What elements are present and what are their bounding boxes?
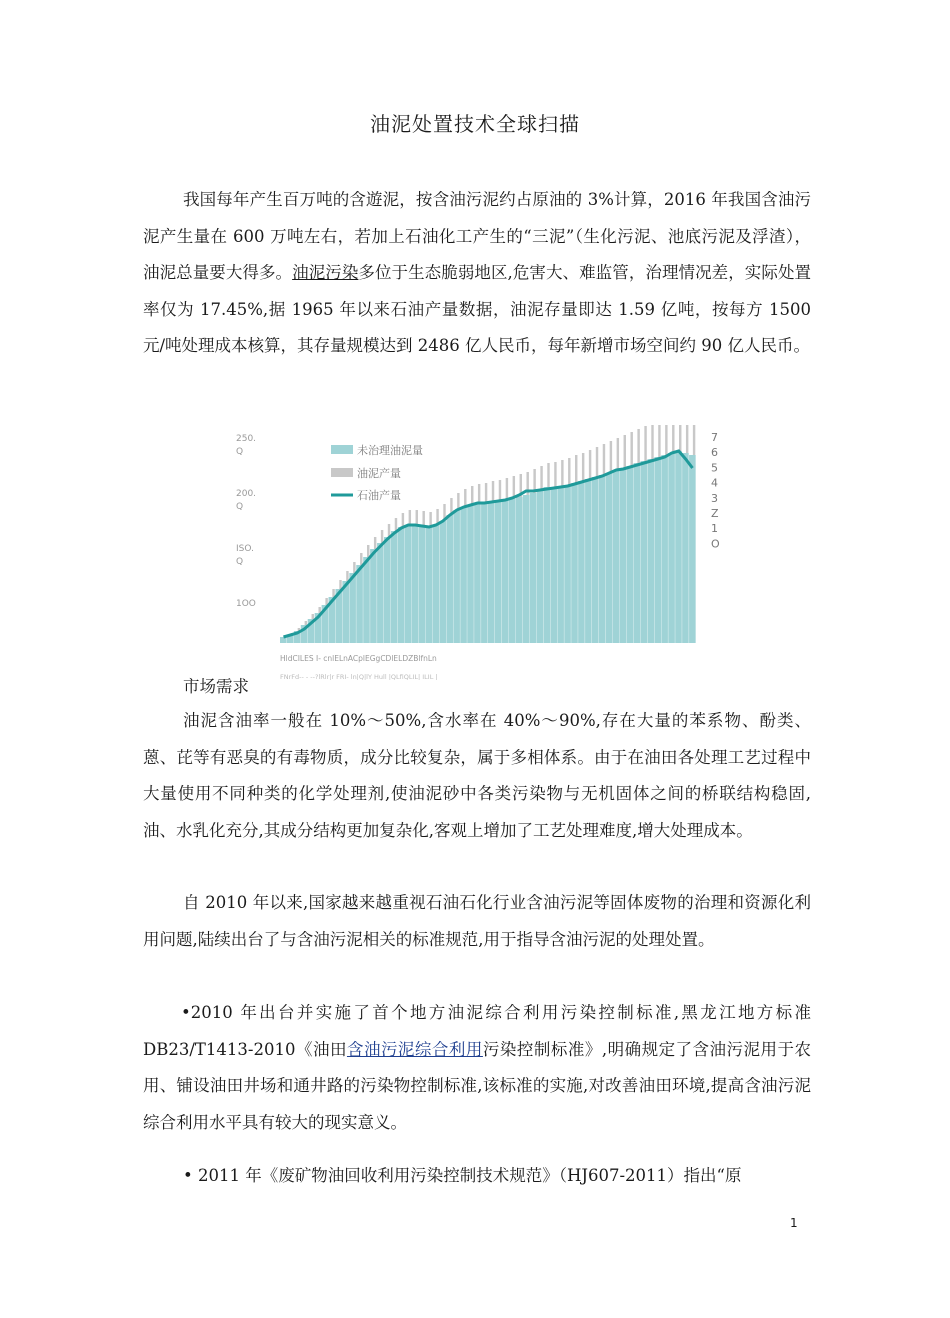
legend-label-oil: 石油产量 xyxy=(357,489,401,502)
untreated-bar xyxy=(342,581,349,643)
untreated-bar xyxy=(384,537,391,643)
untreated-bar xyxy=(571,483,578,643)
oil-sludge-pollution-link[interactable]: 油泥污染 xyxy=(292,263,359,282)
untreated-bar xyxy=(654,457,661,643)
untreated-bar xyxy=(689,455,696,643)
untreated-bar xyxy=(412,525,419,643)
untreated-bar xyxy=(460,507,467,643)
standard-2010-paragraph xyxy=(143,995,811,1141)
untreated-bar xyxy=(585,479,592,643)
untreated-bar xyxy=(606,473,613,643)
untreated-bar xyxy=(537,491,544,643)
untreated-bar xyxy=(675,451,682,643)
untreated-bar xyxy=(419,526,426,643)
untreated-bar xyxy=(453,510,460,643)
untreated-bar xyxy=(564,485,571,643)
standard-2010-text-a: •2010 年出台并实施了首个地方油泥综合利用污染控制标准,黑龙江地方标准DB23/T1413-2010《油田 xyxy=(143,1003,811,1059)
untreated-bar xyxy=(509,499,516,643)
untreated-bar xyxy=(356,565,363,643)
untreated-bar xyxy=(370,549,377,643)
intro-paragraph xyxy=(143,182,811,365)
untreated-bar xyxy=(446,515,453,643)
untreated-bar xyxy=(405,525,412,643)
document-title: 油泥处置技术全球扫描 xyxy=(370,112,580,136)
right-tick-label: 4 xyxy=(711,476,718,490)
untreated-bar xyxy=(398,527,405,643)
standard-2010-text-b: 污染控制标准》,明确规定了含油污泥用于农用、铺设油田井场和通井路的污染物控制标准,该标准的实施,对改善油田环境,提高含油污泥综合利用水平具有较大的现实意义。 xyxy=(143,1039,812,1132)
legend-swatch-untreated xyxy=(331,445,353,454)
untreated-bar xyxy=(668,453,675,643)
untreated-bar xyxy=(578,481,585,643)
untreated-bar xyxy=(523,495,530,643)
untreated-bar xyxy=(530,493,537,643)
x-axis-caption: HldCILES I- cnlELnACplEGgCDlELDZBlfnLn xyxy=(280,654,437,663)
untreated-bar xyxy=(516,497,523,643)
untreated-bar xyxy=(634,463,641,643)
untreated-bar xyxy=(620,468,627,643)
page-number: 1 xyxy=(790,1216,798,1230)
untreated-bar xyxy=(599,475,606,643)
section-heading-market-demand: 市场需求 xyxy=(183,677,249,696)
untreated-bar xyxy=(495,501,502,643)
untreated-bar xyxy=(391,531,398,643)
untreated-bar xyxy=(627,466,634,643)
untreated-bar xyxy=(439,521,446,643)
untreated-bar xyxy=(682,453,689,643)
untreated-bar xyxy=(467,505,474,643)
untreated-sludge-bars xyxy=(280,451,696,643)
untreated-bar xyxy=(502,500,509,643)
untreated-bar xyxy=(613,471,620,643)
untreated-bar xyxy=(426,527,433,643)
y-tick-200: 200. Q xyxy=(236,489,257,512)
right-axis-ticks xyxy=(711,431,720,550)
untreated-bar xyxy=(661,455,668,643)
untreated-bar xyxy=(433,525,440,643)
right-tick-label: 6 xyxy=(711,446,718,460)
right-tick-label: 1 xyxy=(711,522,718,536)
untreated-bar xyxy=(363,557,370,643)
legend-label-sludge: 油泥产量 xyxy=(357,467,401,480)
untreated-bar xyxy=(647,459,654,643)
untreated-bar xyxy=(543,487,550,643)
legend-label-untreated: 未治理油泥量 xyxy=(357,444,423,457)
intro-text-a: 我国每年产生百万吨的含遊泥，按含油污泥约占原油的 3%计算，2016 年我国含油污泥产生量在 600 万吨左右，若加上石油化工产生的“三泥”（生化污泥、池底污泥及浮渣），油泥总量要大得多。 xyxy=(143,190,811,282)
sludge-composition-paragraph: 油泥含油率一般在 10%～50%,含水率在 40%～90%,存在大量的苯系物、酚类、蒽、芘等有恶臭的有毒物质，成分比较复杂，属于多相体系。由于在油田各处理工艺过程中大量使用不同种类的化学处理剂,使油泥砂中各类污染物与无机固体之间的桥联结构稳固,油、水乳化充分,其成分结构更加复杂化,客观上增加了工艺处理难度,增大处理成本。 xyxy=(143,711,811,840)
right-tick-label: O xyxy=(711,537,720,551)
untreated-bar xyxy=(641,461,648,643)
oily-sludge-utilization-link[interactable]: 含油污泥综合利用 xyxy=(346,1039,483,1059)
untreated-bar xyxy=(349,573,356,643)
y-tick-250: 250. Q xyxy=(236,434,257,457)
untreated-bar xyxy=(550,487,557,643)
untreated-bar xyxy=(474,503,481,643)
policy-paragraph: 自 2010 年以来,国家越来越重视石油石化行业含油污泥等固体废物的治理和资源化利用问题,陆续出台了与含油污泥相关的标准规范,用于指导含油污泥的处理处置。 xyxy=(143,893,811,949)
y-tick-150: ISO. Q xyxy=(236,544,254,567)
right-tick-label: 3 xyxy=(711,491,718,505)
untreated-bar xyxy=(377,543,384,643)
chart-legend xyxy=(331,443,423,502)
untreated-bar xyxy=(557,486,564,643)
standard-2011-paragraph: • 2011 年《废矿物油回收利用污染控制技术规范》（HJ607-2011）指出“原 xyxy=(183,1166,742,1185)
untreated-bar xyxy=(488,502,495,643)
oil-sludge-chart xyxy=(228,425,728,680)
intro-text-b: 多位于生态脆弱地区,危害大、难监管，治理情况差，实际处置率仅为 17.45%,据 1965 年以来石油产量数据，油泥存量即达 1.59 亿吨，按每方 1500 元/吨处理成本核算，其存量规模达到 2486 亿人民币，每年新增市场空间约 90 亿人民币。 xyxy=(143,263,812,355)
right-tick-label: 5 xyxy=(711,461,718,475)
y-tick-100: 1OO xyxy=(236,599,256,609)
untreated-bar xyxy=(481,503,488,643)
untreated-bar xyxy=(592,477,599,643)
legend-swatch-sludge xyxy=(331,468,353,477)
right-tick-label: 7 xyxy=(711,431,718,444)
x-axis-caption-2: FNrFd-- - --?lRlr|r FRI- ln|Q|lY Hull |QLfiQLIL| ILIL | xyxy=(280,673,438,680)
right-tick-label: Z xyxy=(711,507,719,520)
